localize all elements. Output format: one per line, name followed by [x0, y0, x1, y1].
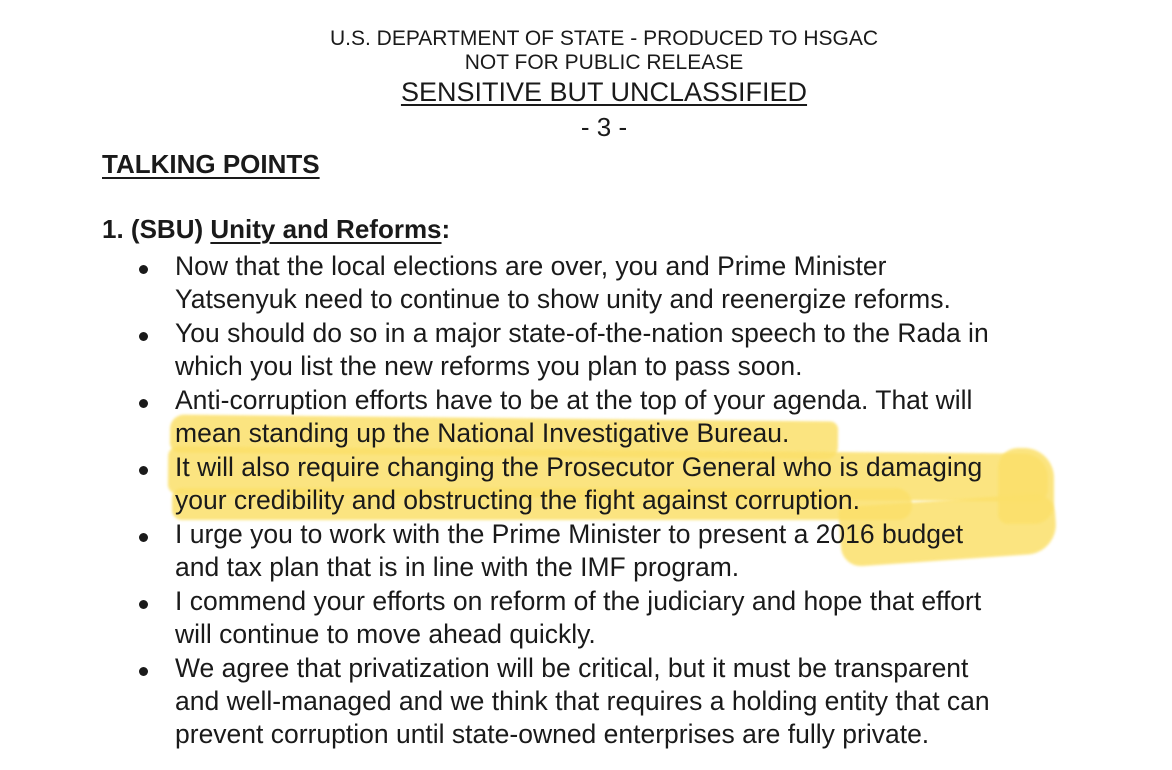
bullet-dot-icon — [139, 332, 148, 341]
bullet-text-line: which you list the new reforms you plan to pass soon. — [175, 351, 803, 381]
bullet-item — [0, 250, 1075, 316]
bullet-dot-icon — [139, 600, 148, 609]
bullet-text-line: and well-managed and we think that requires a holding entity that can — [175, 686, 990, 716]
bullet-item — [0, 384, 1075, 450]
bullet-text-line: It will also require changing the Prosecutor General who is damaging — [175, 452, 983, 482]
bullet-text-line: Anti-corruption efforts have to be at the top of your agenda. That will — [175, 385, 973, 415]
bullet-list — [0, 250, 1172, 752]
bullet-item — [0, 585, 1075, 651]
bullet-item — [0, 451, 1075, 517]
bullet-item — [0, 518, 1075, 584]
bullet-item — [0, 317, 1075, 383]
point-title: Unity and Reforms — [210, 214, 442, 244]
header-agency-line: U.S. DEPARTMENT OF STATE - PRODUCED TO HSGAC — [329, 27, 878, 50]
point-colon: : — [441, 214, 451, 244]
bullet-text-line: We agree that privatization will be critical, but it must be transparent — [175, 653, 969, 683]
header-release-line: NOT FOR PUBLIC RELEASE — [464, 51, 744, 74]
bullet-text-line: I urge you to work with the Prime Minister to present a 2016 budget — [175, 519, 964, 549]
bullet-text-line: I commend your efforts on reform of the judiciary and hope that effort — [175, 586, 982, 616]
page-number: - 3 - — [580, 112, 628, 142]
bullet-text-line: will continue to move ahead quickly. — [175, 619, 596, 649]
bullet-text-line: and tax plan that is in line with the IMF program. — [175, 552, 740, 582]
classification-marking: SENSITIVE BUT UNCLASSIFIED — [400, 77, 808, 107]
bullet-text-line: Now that the local elections are over, you and Prime Minister — [175, 251, 887, 281]
bullet-dot-icon — [139, 667, 148, 676]
bullet-dot-icon — [139, 265, 148, 274]
point-number: 1. — [102, 214, 124, 244]
point-heading — [102, 214, 450, 245]
bullet-text-line: You should do so in a major state-of-the-nation speech to the Rada in — [175, 318, 989, 348]
bullet-text-line: mean standing up the National Investigative Bureau. — [175, 418, 790, 448]
bullet-dot-icon — [139, 466, 148, 475]
bullet-text-line: your credibility and obstructing the fight against corruption. — [175, 485, 860, 515]
bullet-dot-icon — [139, 533, 148, 542]
bullet-text-line: prevent corruption until state-owned enterprises are fully private. — [175, 719, 930, 749]
section-title: TALKING POINTS — [102, 149, 320, 179]
bullet-text-line: Yatsenyuk need to continue to show unity and reenergize reforms. — [175, 284, 951, 314]
point-marking: (SBU) — [130, 214, 204, 244]
bullet-dot-icon — [139, 399, 148, 408]
bullet-item — [0, 652, 1075, 751]
